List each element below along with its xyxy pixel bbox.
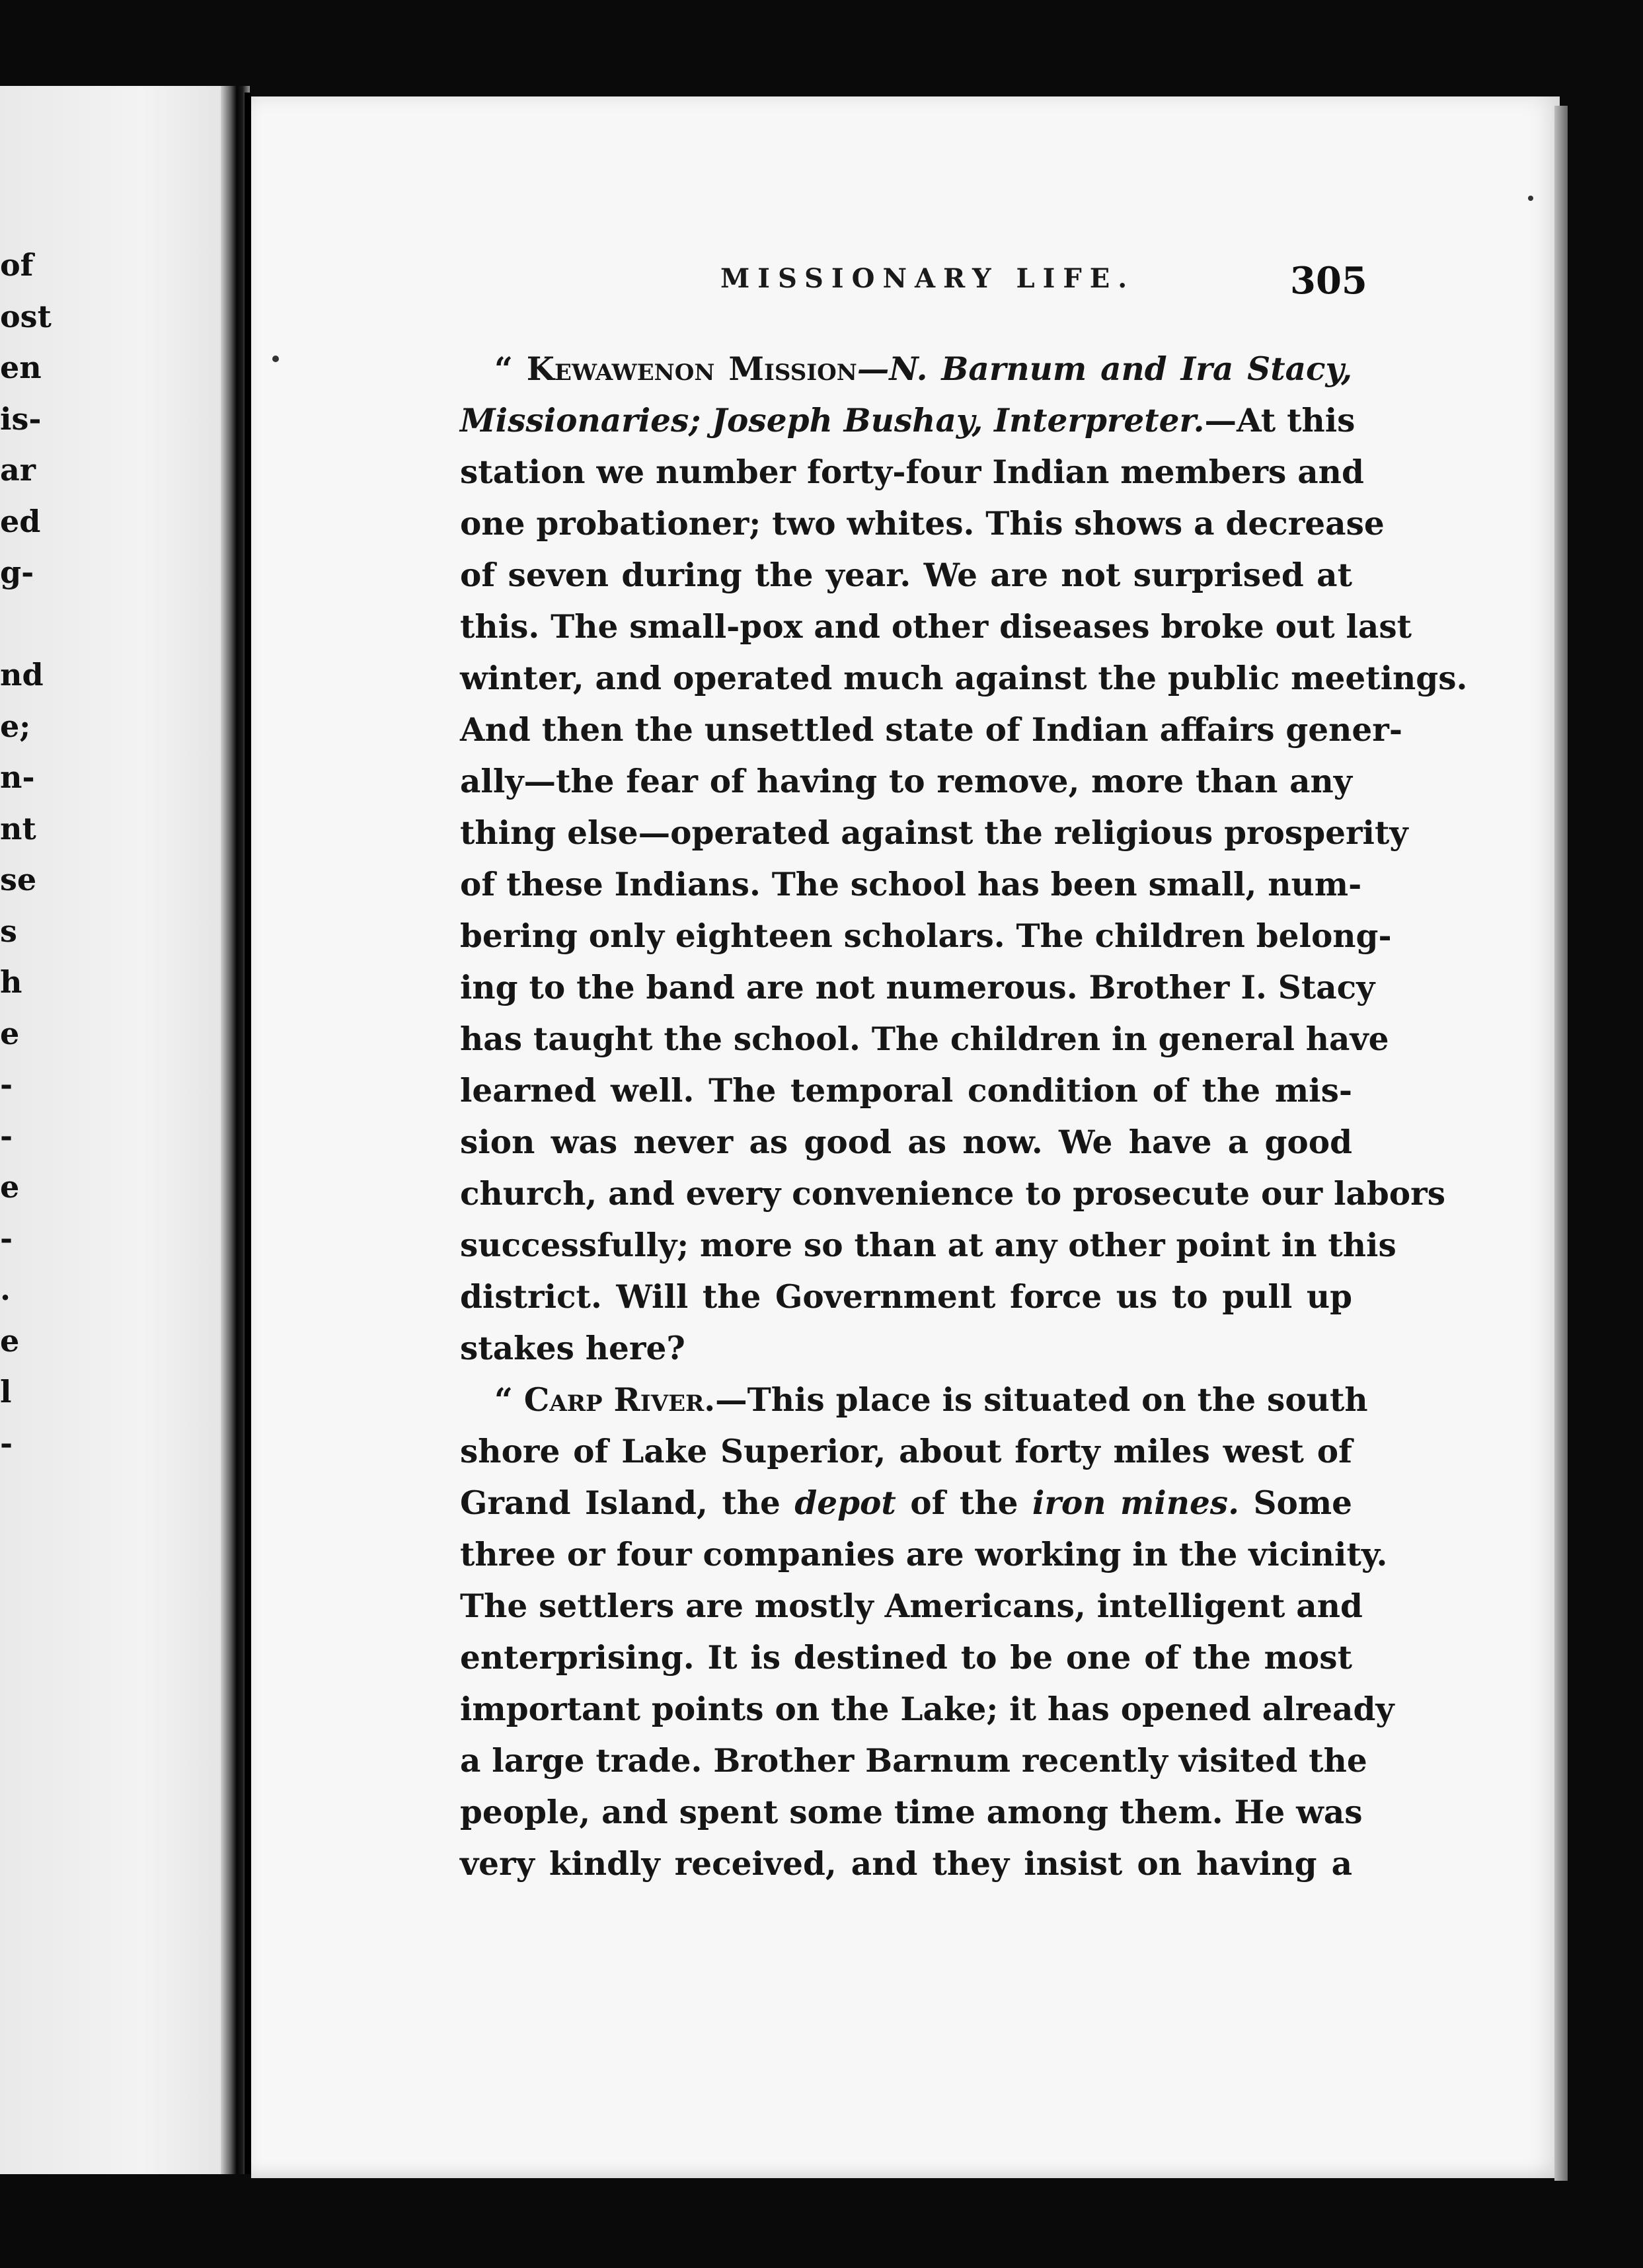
ink-speck [1528, 196, 1533, 201]
body-text [460, 344, 1468, 1890]
page-edge [1554, 106, 1568, 2181]
text-segment: iron mines. [1032, 1484, 1239, 1522]
previous-page-fragment: g- [0, 554, 34, 590]
previous-page-fragment: - [0, 1117, 13, 1154]
text-line [460, 1581, 1363, 1632]
text-line [460, 1478, 1352, 1529]
text-segment: sion was never as good as now. We have a good [460, 1123, 1352, 1161]
text-segment: —At this [1204, 402, 1356, 439]
previous-page-fragment: of [0, 247, 34, 283]
text-segment: a large trade. Brother Barnum recently visited the [460, 1742, 1367, 1780]
text-line [460, 344, 1352, 395]
page-number: 305 [1290, 259, 1367, 303]
previous-page-fragment: e [0, 1015, 20, 1051]
text-line [460, 756, 1352, 808]
text-segment: of these Indians. The school has been small, num- [460, 866, 1362, 903]
text-segment: depot [794, 1484, 896, 1522]
running-head: MISSIONARY LIFE. [720, 263, 1135, 294]
text-line [460, 1529, 1388, 1581]
text-line [460, 1014, 1389, 1065]
text-line [460, 808, 1408, 859]
previous-page-fragment: is- [0, 400, 42, 437]
text-line [460, 1323, 1352, 1375]
previous-page-fragment: e [0, 1322, 20, 1359]
text-line [460, 1735, 1367, 1787]
text-segment: winter, and operated much against the public meetings. [460, 660, 1468, 697]
text-segment: .—This place is situated on the south [704, 1381, 1368, 1419]
text-segment: successfully; more so than at any other point in this [460, 1227, 1396, 1264]
previous-page-fragment: n- [0, 759, 35, 795]
text-line [460, 704, 1402, 756]
text-line [460, 1168, 1445, 1220]
text-segment: “ [494, 1381, 524, 1419]
previous-page-fragment: nt [0, 810, 36, 847]
text-segment: one probationer; two whites. This shows a decrease [460, 505, 1385, 543]
text-segment: “ [494, 350, 527, 388]
text-line [460, 395, 1356, 447]
text-line [460, 1787, 1363, 1838]
ink-speck [272, 356, 279, 362]
previous-page-fragment: ed [0, 503, 41, 539]
text-line [460, 1632, 1352, 1684]
text-segment: this. The small-pox and other diseases broke out last [460, 608, 1412, 646]
gutter-shadow [245, 93, 251, 2174]
text-segment: —N. Barnum and Ira Stacy, [857, 350, 1352, 388]
text-segment: has taught the school. The children in general have [460, 1020, 1389, 1058]
text-line [460, 498, 1385, 550]
previous-page-fragment: s [0, 913, 17, 949]
previous-page-fragment: e [0, 1169, 20, 1205]
text-line [460, 1271, 1352, 1323]
previous-page-fragment: en [0, 350, 42, 385]
text-segment: stakes here? [460, 1330, 685, 1367]
previous-page-fragment: nd [0, 657, 44, 693]
text-segment: thing else—operated against the religious prosperity [460, 814, 1408, 852]
text-line [460, 550, 1352, 601]
previous-page-fragment: ar [0, 452, 36, 488]
previous-page-fragment: ost [0, 298, 52, 334]
text-line [460, 1684, 1395, 1735]
previous-page-fragment: se [0, 862, 37, 897]
text-segment: Kewawenon Mission [526, 350, 857, 388]
text-line [460, 1117, 1352, 1168]
text-segment: important points on the Lake; it has opened already [460, 1690, 1395, 1728]
text-segment: three or four companies are working in the vicinity. [460, 1536, 1388, 1573]
previous-page-fragment: - [0, 1067, 13, 1102]
text-segment: shore of Lake Superior, about forty miles west of [460, 1433, 1352, 1470]
previous-page-fragment: . [0, 1271, 11, 1307]
previous-page-fragment: - [0, 1425, 13, 1461]
text-line [460, 601, 1412, 653]
previous-page-fragment: h [0, 964, 22, 1000]
text-segment: church, and every convenience to prosecute our labors [460, 1175, 1445, 1213]
text-segment: Missionaries; Joseph Bushay, Interpreter. [460, 402, 1205, 439]
text-segment: enterprising. It is destined to be one of the most [460, 1639, 1352, 1677]
text-segment: learned well. The temporal condition of the mis- [460, 1072, 1352, 1110]
previous-page-fragment: e; [0, 708, 31, 744]
text-segment: bering only eighteen scholars. The children belong- [460, 917, 1392, 955]
text-segment: Grand Island, the [460, 1484, 795, 1522]
text-segment: station we number forty-four Indian members and [460, 453, 1364, 491]
text-segment: And then the unsettled state of Indian affairs gener- [460, 711, 1402, 749]
text-segment: of the [896, 1484, 1032, 1522]
text-line [460, 447, 1364, 498]
text-line [460, 1065, 1352, 1117]
text-segment: of seven during the year. We are not surprised at [460, 556, 1352, 594]
text-segment: ing to the band are not numerous. Brother I. Stacy [460, 969, 1375, 1006]
text-segment: very kindly received, and they insist on having a [460, 1845, 1352, 1883]
previous-page-fragment: l [0, 1374, 12, 1410]
text-line [460, 1220, 1396, 1271]
text-line [460, 1838, 1352, 1890]
previous-page-fragment: - [0, 1220, 13, 1256]
text-line [460, 962, 1375, 1014]
text-line [460, 653, 1468, 704]
text-line [460, 911, 1392, 962]
text-line [460, 1375, 1368, 1426]
text-segment: district. Will the Government force us to pull up [460, 1278, 1352, 1316]
text-segment: Carp River [523, 1381, 705, 1419]
text-segment: ally—the fear of having to remove, more than any [460, 763, 1352, 800]
previous-page [0, 86, 238, 2174]
text-segment: The settlers are mostly Americans, intelligent and [460, 1587, 1363, 1625]
text-segment: Some [1239, 1484, 1353, 1522]
text-line [460, 1426, 1352, 1478]
previous-page-fragments [0, 86, 238, 2174]
text-line [460, 859, 1362, 911]
text-segment: people, and spent some time among them. He was [460, 1794, 1363, 1831]
